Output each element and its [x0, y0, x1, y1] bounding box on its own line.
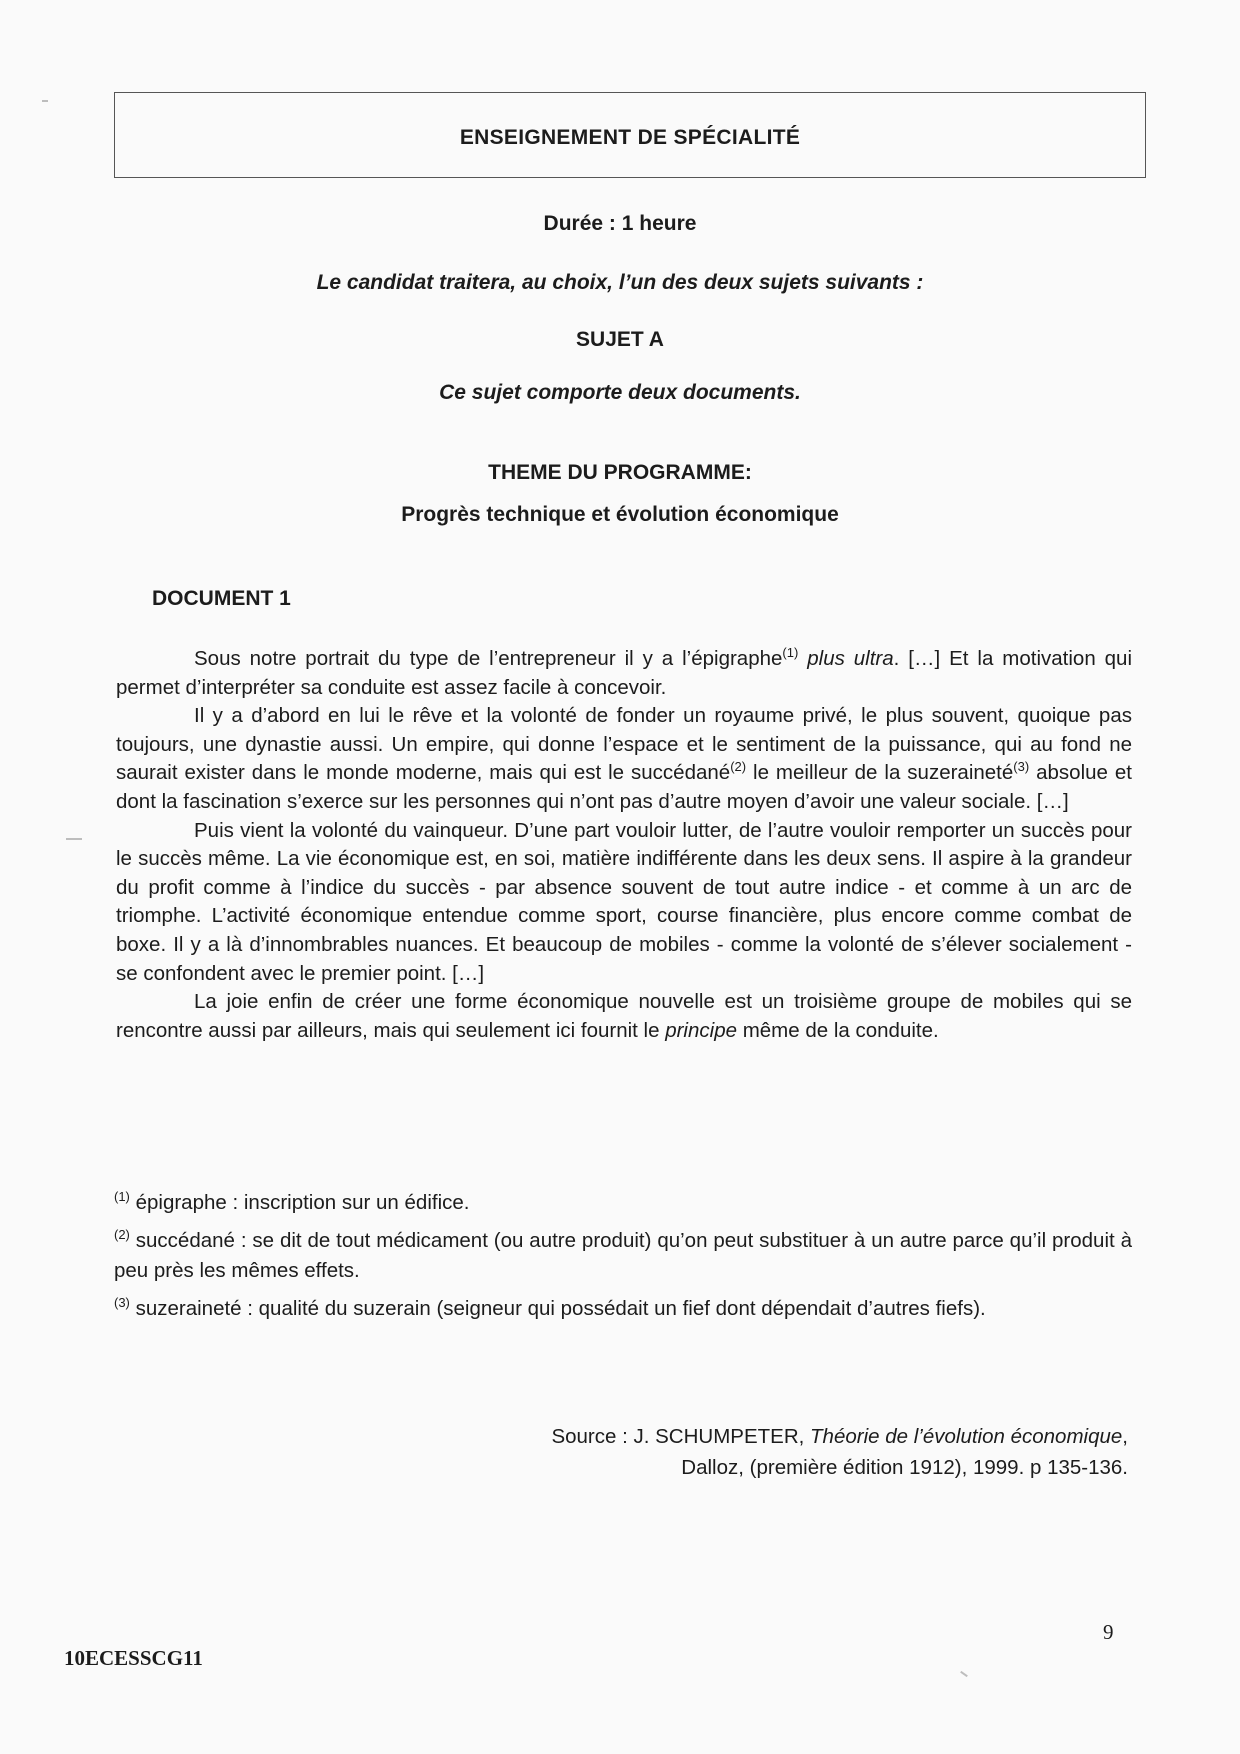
footnote-mark-2: (2)	[114, 1227, 130, 1242]
paragraph-4-text-b: même de la conduite.	[737, 1018, 939, 1042]
footnote-mark-1: (1)	[114, 1189, 130, 1204]
paragraph-4-emphasis: principe	[665, 1018, 737, 1042]
paragraph-1-text-a: Sous notre portrait du type de l’entrepreneur il y a l’épigraphe	[194, 647, 783, 670]
paragraph-2	[116, 702, 1132, 816]
instruction: Le candidat traitera, au choix, l’un des deux sujets suivants :	[316, 271, 924, 294]
paragraph-2-text-b: le meilleur de la suzeraineté	[746, 761, 1014, 785]
header-title: ENSEIGNEMENT DE SPÉCIALITÉ	[459, 126, 801, 149]
paragraph-3: Puis vient la volonté du vainqueur. D’une part vouloir lutter, de l’autre vouloir remporter un succès pour le succès même. La vie économique est, en soi, matière indifférente dans les deux sens. Il aspire à la grandeur du profit comme à l’indice du succès - par absence souvent de tout autre indice - et comme à un arc de triomphe. L’activité économique entendue comme sport, course financière, plus encore comme combat de boxe. Il y a là d’innombrables nuances. Et beaucoup de mobiles - comme la volonté de s’élever socialement - se confondent avec le premier point. […]	[116, 818, 1132, 985]
footnote-3	[114, 1294, 1132, 1324]
source-citation	[551, 1421, 1128, 1483]
document-title: DOCUMENT 1	[152, 587, 291, 610]
source-prefix: Source : J. SCHUMPETER,	[551, 1425, 811, 1448]
source-line-2: Dalloz, (première édition 1912), 1999. p 135-136.	[681, 1456, 1128, 1479]
theme-label: THEME DU PROGRAMME:	[488, 461, 752, 484]
paragraph-2-text-a: Il y a d’abord en lui le rêve et la volonté de fonder un royaume privé, le plus souvent, quoique pas toujours, une dynastie aussi. Un empire, qui donne l’espace et le sentiment de la puissance, qui au fond ne saurait exister dans le monde moderne, mais qui est le succédané	[116, 704, 1132, 785]
exam-code: 10ECESSCG11	[64, 1646, 203, 1670]
scan-speck	[42, 100, 48, 102]
footnote-text-2: succédané : se dit de tout médicament (ou autre produit) qu’on peut substituer à un autre parce qu’il produit à peu près les mêmes effets.	[114, 1229, 1132, 1282]
duration: Durée : 1 heure	[543, 212, 697, 235]
scan-speck	[960, 1671, 968, 1677]
subject-note: Ce sujet comporte deux documents.	[439, 381, 801, 404]
footnote-ref-2: (2)	[730, 759, 747, 775]
paragraph-4-text-a: La joie enfin de créer une forme économique nouvelle est un troisième groupe de mobiles qui se rencontre aussi par ailleurs, mais qui seulement ici fournit le	[116, 990, 1132, 1042]
footnote-ref-1: (1)	[782, 645, 799, 660]
theme-title: Progrès technique et évolution économique	[401, 503, 839, 526]
header-box	[114, 92, 1146, 178]
paragraph-2-text-c: absolue et dont la fascination s’exerce sur les personnes qui n’ont pas d’autre moyen d’avoir une valeur sociale. […]	[116, 761, 1132, 813]
paragraph-1-emphasis: plus ultra	[807, 647, 894, 670]
source-work-title: Théorie de l’évolution économique	[810, 1425, 1123, 1448]
footnote-2	[114, 1226, 1132, 1286]
paragraph-1-text-b: . […] Et la motivation qui permet d’interpréter sa conduite est assez facile à concevoir.	[116, 647, 1132, 699]
page-number: 9	[1103, 1620, 1114, 1644]
footnotes	[114, 1188, 1132, 1332]
document-body	[116, 645, 1132, 1045]
paragraph-4	[116, 988, 1132, 1045]
footnote-mark-3: (3)	[114, 1295, 130, 1310]
footnote-text-1: épigraphe : inscription sur un édifice.	[129, 1191, 470, 1214]
footnote-ref-3: (3)	[1013, 759, 1030, 775]
scan-speck	[66, 838, 82, 840]
paragraph-1	[116, 645, 1132, 702]
footnote-1	[114, 1188, 1132, 1218]
source-line-1	[551, 1421, 1128, 1452]
source-line-1-end: ,	[1122, 1425, 1128, 1448]
subject-heading: SUJET A	[576, 328, 664, 351]
footnote-text-3: suzeraineté : qualité du suzerain (seigneur qui possédait un fief dont dépendait d’autres fiefs).	[129, 1297, 986, 1320]
